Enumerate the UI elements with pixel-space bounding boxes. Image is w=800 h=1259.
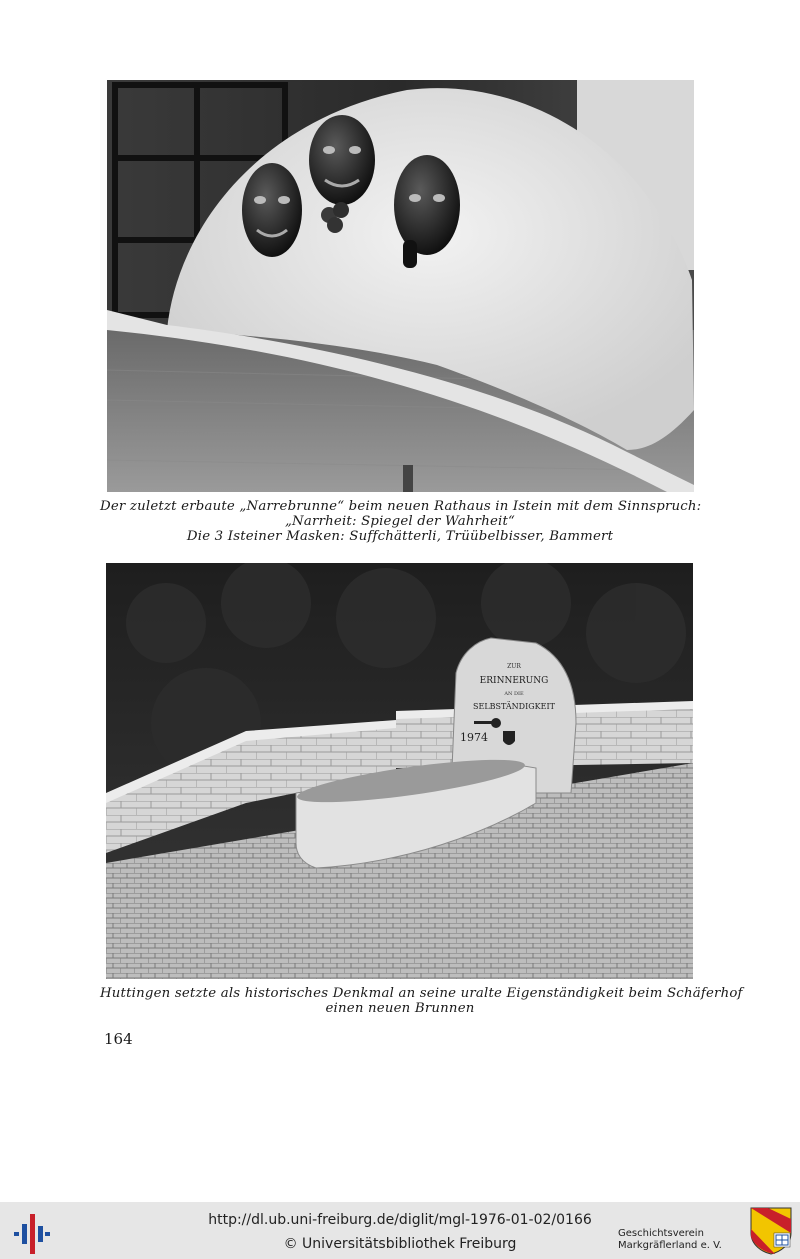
coat-of-arms-icon xyxy=(503,731,515,745)
footer-url-link[interactable]: http://dl.ub.uni-freiburg.de/diglit/mgl-1976-01-02/0166 xyxy=(208,1212,592,1228)
caption-line: „Narrheit: Spiegel der Wahrheit“ xyxy=(284,514,516,529)
inscription-line: ERINNERUNG xyxy=(479,676,549,686)
huttingen-image xyxy=(106,563,693,979)
publisher-line: Geschichtsverein xyxy=(618,1228,704,1239)
page-number: 164 xyxy=(104,1030,133,1048)
inscription-line: SELBSTÄNDIGKEIT xyxy=(473,702,555,711)
publisher-line: Markgräflerland e. V. xyxy=(618,1240,722,1251)
caption-line: Die 3 Isteiner Masken: Suffchätterli, Trüübelbisser, Bammert xyxy=(186,529,614,544)
narrebrunne-image xyxy=(107,80,694,492)
photo-huttingen-brunnen xyxy=(106,563,693,979)
coat-of-arms-icon xyxy=(750,1207,792,1255)
inscription-line: ZUR xyxy=(507,663,521,670)
caption-line: Huttingen setzte als historisches Denkmal an seine uralte Eigenständigkeit beim Schäferhof xyxy=(100,986,743,1001)
inscription-year: 1974 xyxy=(460,731,488,744)
footer-bar xyxy=(0,1202,800,1259)
footer-copyright: © Universitätsbibliothek Freiburg xyxy=(283,1236,517,1252)
caption-line: einen neuen Brunnen xyxy=(325,1001,475,1016)
caption-huttingen xyxy=(100,986,743,1016)
mask-left xyxy=(242,163,302,257)
publisher-name xyxy=(618,1228,722,1252)
caption-line: Der zuletzt erbaute „Narrebrunne“ beim neuen Rathaus in Istein mit dem Sinnspruch: xyxy=(100,499,702,514)
inscription-line: AN DIE xyxy=(504,691,524,697)
caption-narrebrunne xyxy=(100,499,700,544)
photo-narrebrunne xyxy=(107,80,694,492)
spout-post xyxy=(403,465,413,492)
